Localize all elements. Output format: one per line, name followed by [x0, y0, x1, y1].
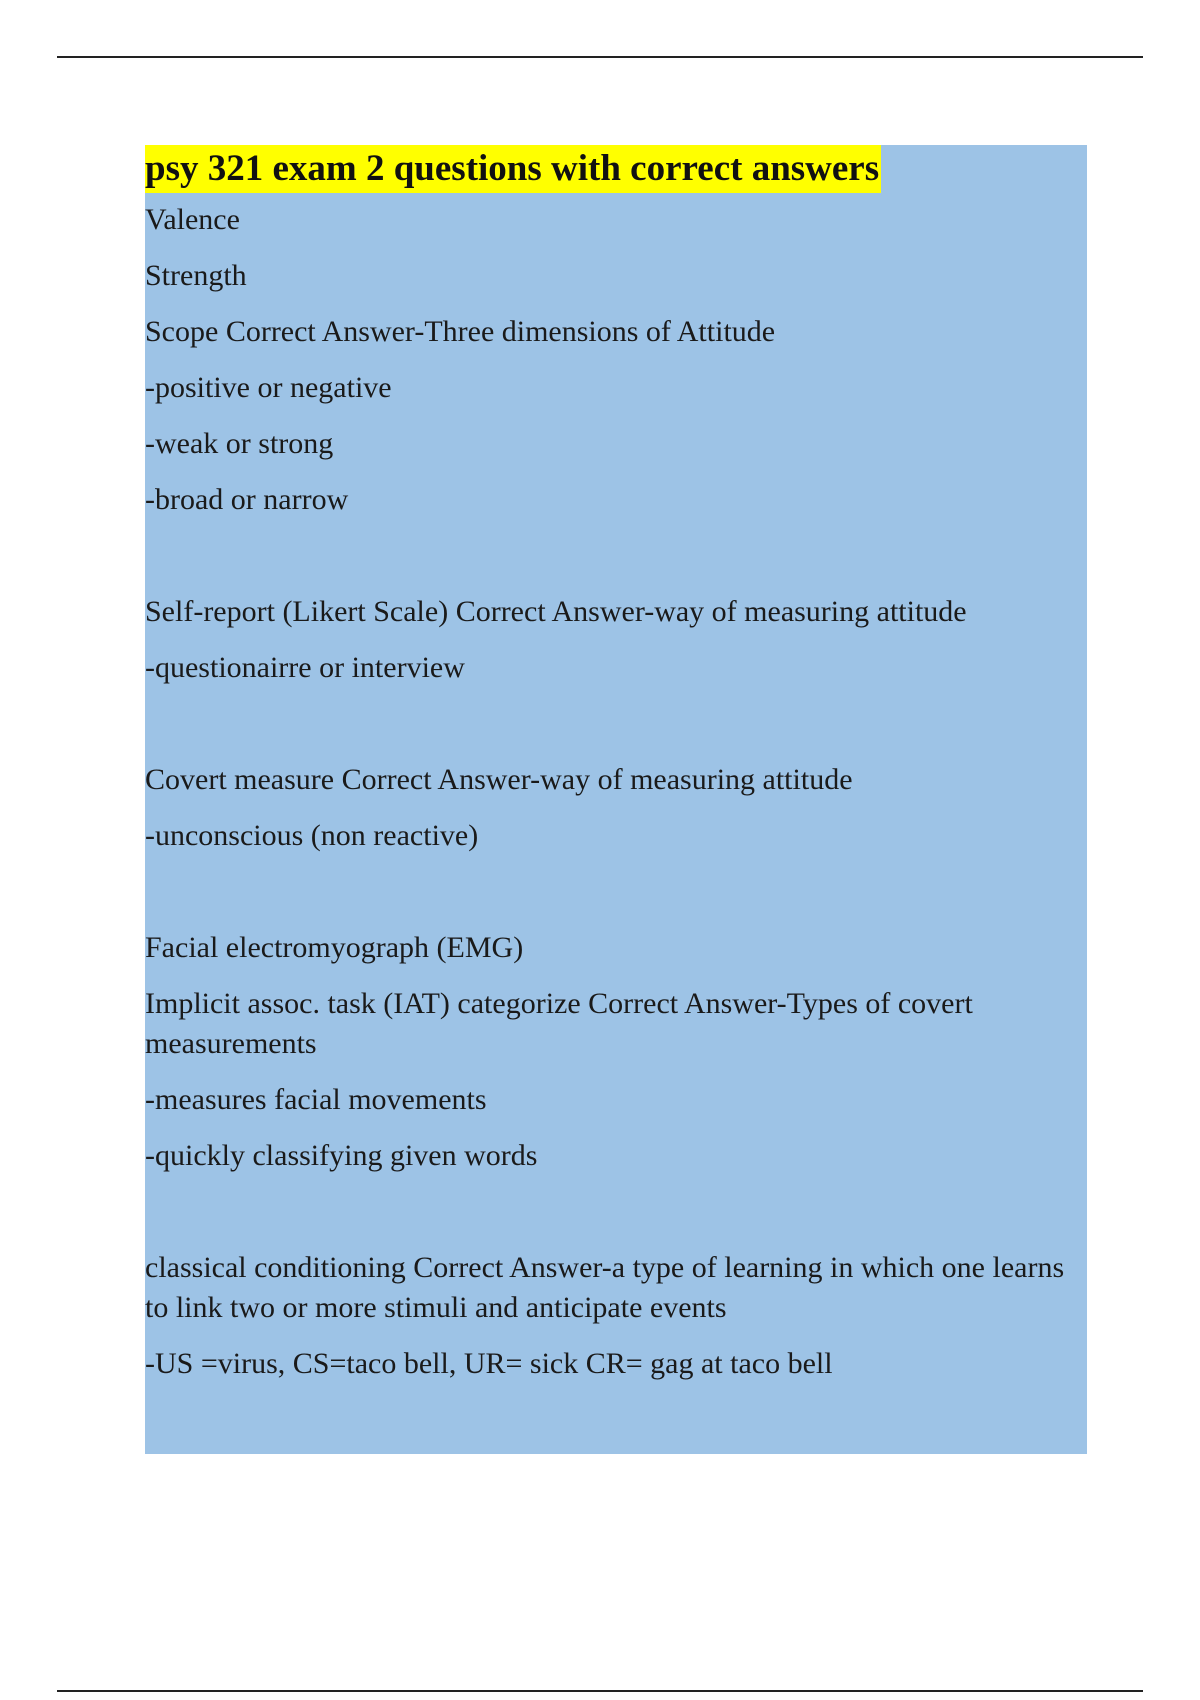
qa-line: -measures facial movements: [145, 1083, 487, 1116]
qa-line: -questionairre or interview: [145, 651, 465, 684]
answer-block: [145, 145, 1087, 1454]
qa-line: -positive or negative: [145, 371, 392, 404]
document-title: psy 321 exam 2 questions with correct answers: [145, 145, 881, 193]
qa-line: Self-report (Likert Scale) Correct Answer-way of measuring attitude: [145, 595, 967, 628]
header-rule: [57, 56, 1143, 58]
section-gap: [145, 1192, 1087, 1248]
qa-line: Valence: [145, 203, 240, 236]
qa-line: classical conditioning Correct Answer-a type of learning in which one learns to link two or more stimuli and anticipate events: [145, 1251, 1072, 1324]
section-gap: [145, 704, 1087, 760]
qa-line: Scope Correct Answer-Three dimensions of Attitude: [145, 315, 776, 348]
qa-line: Strength: [145, 259, 247, 292]
footer-rule: [57, 1690, 1143, 1692]
qa-line: Facial electromyograph (EMG): [145, 931, 524, 964]
qa-line: Implicit assoc. task (IAT) categorize Correct Answer-Types of covert measurements: [145, 987, 981, 1060]
qa-line: -quickly classifying given words: [145, 1139, 538, 1172]
qa-line: -broad or narrow: [145, 483, 349, 516]
section-gap: [145, 536, 1087, 592]
qa-line: -US =virus, CS=taco bell, UR= sick CR= gag at taco bell: [145, 1347, 833, 1380]
qa-line: -unconscious (non reactive): [145, 819, 479, 852]
section-gap: [145, 872, 1087, 928]
qa-line: -weak or strong: [145, 427, 334, 460]
qa-list: [145, 200, 1087, 1384]
qa-line: Covert measure Correct Answer-way of measuring attitude: [145, 763, 853, 796]
